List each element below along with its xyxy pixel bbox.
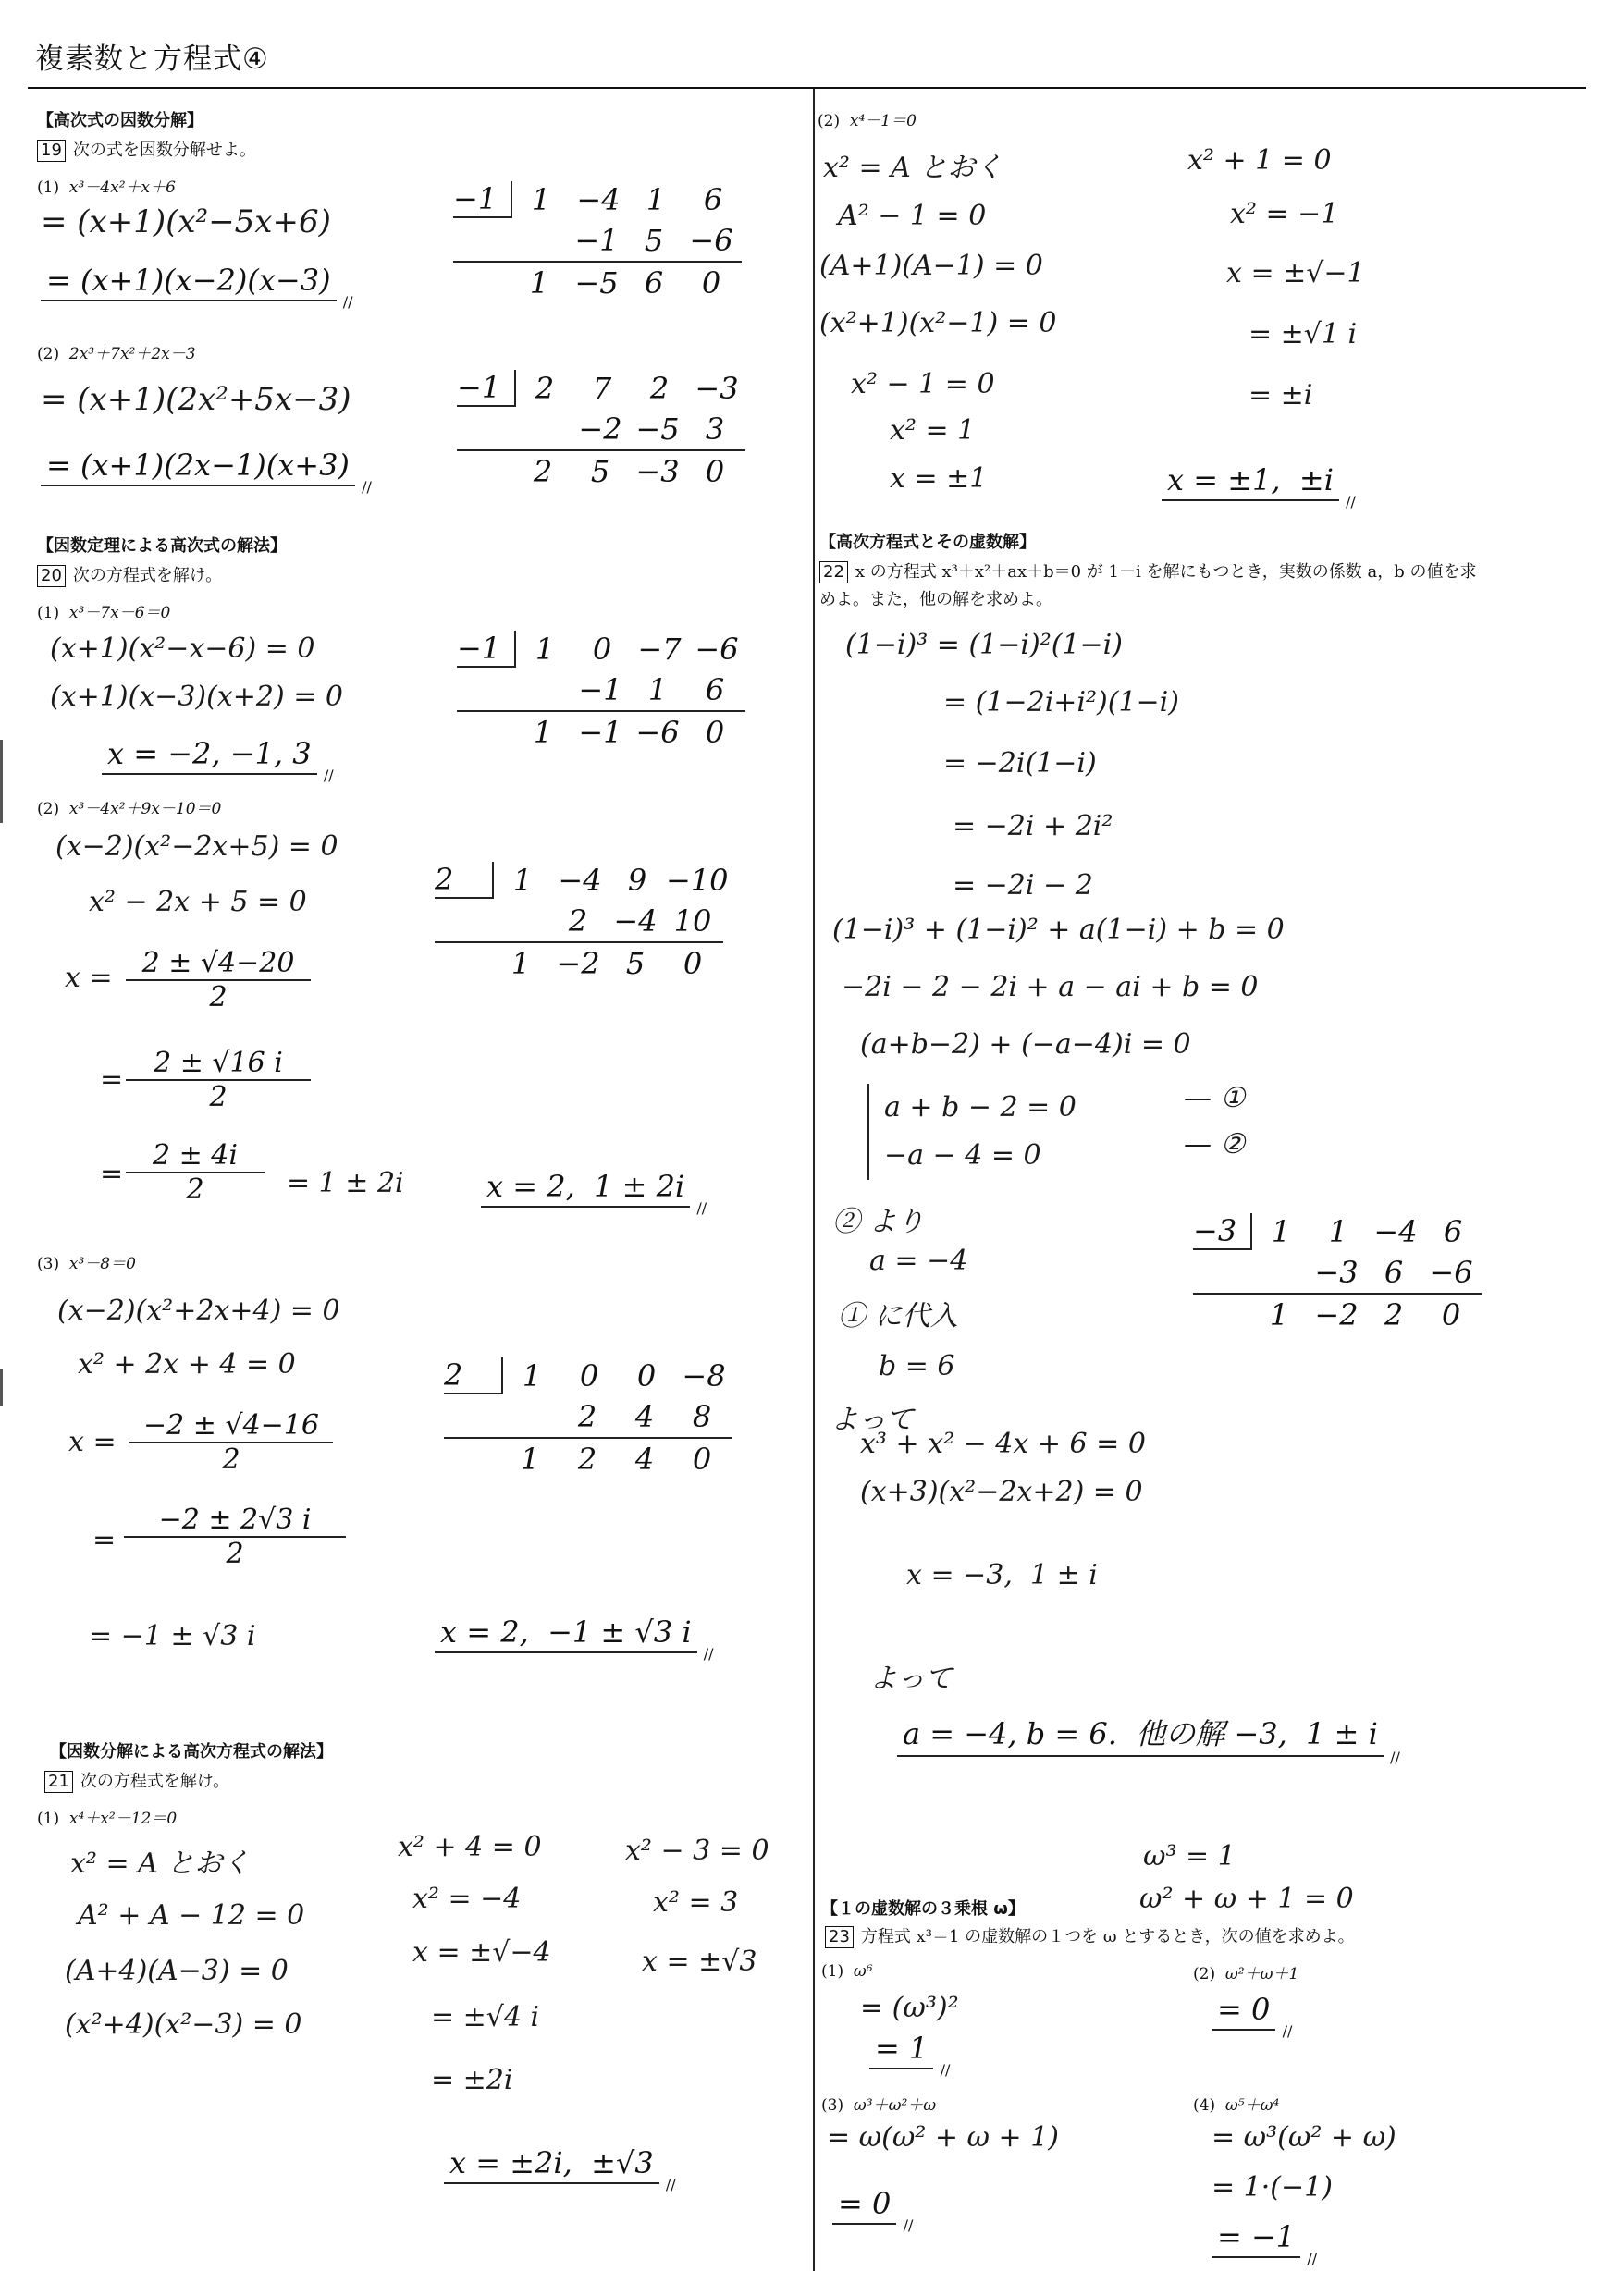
handwritten-answer: x = 2, −1 ± √3 i // <box>435 1615 697 1653</box>
handwritten-step: ω³ = 1 <box>1143 1840 1236 1872</box>
column-divider <box>813 89 815 2271</box>
handwritten-step: = −2i + 2i² <box>953 810 1113 842</box>
fraction: $\frac{-2 \pm 2√3 i}{2}$ <box>124 1504 346 1570</box>
handwritten-step: (x+1)(x²−x−6) = 0 <box>50 632 315 665</box>
handwritten-step: x = ±√−4 <box>412 1936 551 1969</box>
handwritten-step: ω² + ω + 1 = 0 <box>1139 1883 1354 1915</box>
section-heading: 【高次式の因数分解】 <box>37 111 203 130</box>
handwritten-step: x² = −1 <box>1230 198 1339 230</box>
handwritten-answer: a = −4, b = 6. 他の解 −3, 1 ± i // <box>897 1711 1384 1757</box>
handwritten-step: = ±i <box>1249 379 1313 411</box>
handwritten-step: x² = A とおく <box>70 1848 251 1880</box>
handwritten-step: (x²+1)(x²−1) = 0 <box>819 307 1057 339</box>
handwritten-step: = ω(ω² + ω + 1) <box>827 2121 1060 2154</box>
handwritten-step: b = 6 <box>879 1350 955 1382</box>
handwritten-step: x² − 3 = 0 <box>625 1835 769 1867</box>
subproblem-19-1: (1) x³－4x²＋x＋6 <box>37 178 176 197</box>
fraction: $\frac{2 \pm √4-20}{2}$ <box>126 947 311 1013</box>
question-19 <box>37 137 256 162</box>
handwritten-step: x² + 2x + 4 = 0 <box>78 1348 296 1381</box>
handwritten-step: x³ + x² − 4x + 6 = 0 <box>860 1428 1146 1460</box>
margin-mark <box>0 1369 3 1406</box>
header-rule <box>28 87 1586 89</box>
handwritten-step: A² − 1 = 0 <box>838 200 987 232</box>
synthetic-division: −1 2 7 2 −3 −2 −5 3 2 5 −3 0 <box>457 368 745 492</box>
x-equals: x = <box>68 1426 117 1458</box>
section-heading: 【因数分解による高次方程式の解法】 <box>50 1742 333 1762</box>
handwritten-step: (a+b−2) + (−a−4)i = 0 <box>860 1028 1191 1061</box>
handwritten-step: = 1·(−1) <box>1212 2171 1333 2204</box>
question-20: 20 次の方程式を解け。 <box>37 562 222 587</box>
equals: = <box>100 1158 124 1190</box>
handwritten-step: x² + 1 = 0 <box>1187 144 1332 177</box>
handwritten-step: a + b − 2 = 0 <box>884 1091 1077 1123</box>
synthetic-division: 2 1 0 0 −8 2 4 8 1 2 4 0 <box>444 1356 732 1480</box>
subproblem-20-2: (2) x³－4x²＋9x－10＝0 <box>37 800 222 818</box>
handwritten-answer: = −1 // <box>1212 2219 1300 2258</box>
handwritten-answer: = 1 // <box>869 2031 933 2069</box>
handwritten-step: = (ω³)² <box>860 1992 959 2024</box>
handwritten-step: a = −4 <box>869 1245 968 1277</box>
handwritten-step: = −1 ± √3 i <box>89 1620 256 1652</box>
handwritten-step: x = ±√−1 <box>1226 257 1365 289</box>
handwritten-step: ① に代入 <box>838 1300 958 1332</box>
fraction: $\frac{2 \pm 4i}{2}$ <box>126 1139 265 1206</box>
handwritten-step: = −2i − 2 <box>953 869 1093 902</box>
subproblem-23-3: (3) ω³＋ω²＋ω <box>821 2096 937 2115</box>
handwritten-step: = (x+1)(x²−5x+6) <box>41 203 331 240</box>
fraction: $\frac{-2 \pm √4-16}{2}$ <box>129 1409 333 1476</box>
page-title: 複素数と方程式④ <box>35 43 269 76</box>
handwritten-step: よって <box>830 1404 914 1436</box>
handwritten-step: = (x+1)(2x²+5x−3) <box>41 381 351 418</box>
handwritten-step: = ±√4 i <box>431 2001 540 2033</box>
handwritten-step: よって <box>869 1663 953 1695</box>
handwritten-step: = ±√1 i <box>1249 318 1358 350</box>
equals: = <box>92 1524 117 1556</box>
handwritten-step: x = ±1 <box>890 462 988 495</box>
question-22: 22 x の方程式 x³＋x²＋ax＋b＝0 が 1－i を解にもつとき，実数の係数 a，b の値を求 めよ。また，他の解を求めよ。 <box>819 562 1477 609</box>
handwritten-answer: = (x+1)(2x−1)(x+3) // <box>41 448 355 486</box>
handwritten-step: = ±2i <box>431 2064 513 2096</box>
handwritten-step: x² − 1 = 0 <box>851 368 995 400</box>
synthetic-division: −1 1 0 −7 −6 −1 1 6 1 −1 −6 0 <box>457 629 745 753</box>
handwritten-answer: x = 2, 1 ± 2i // <box>481 1169 690 1208</box>
section-heading: 【高次方程式とその虚数解】 <box>819 533 1036 552</box>
question-23: 23 方程式 x³＝1 の虚数解の１つを ω とするとき，次の値を求めよ。 <box>825 1923 1355 1948</box>
question-21: 21 次の方程式を解け。 <box>44 1768 229 1793</box>
handwritten-step: (x+1)(x−3)(x+2) = 0 <box>50 681 343 713</box>
subproblem-23-4: (4) ω⁵＋ω⁴ <box>1193 2096 1280 2115</box>
handwritten-step: (1−i)³ = (1−i)²(1−i) <box>845 629 1123 661</box>
handwritten-step: (x+3)(x²−2x+2) = 0 <box>860 1476 1143 1508</box>
section-heading: 【１の虚数解の３乗根 ω】 <box>821 1899 1025 1919</box>
handwritten-step: (1−i)³ + (1−i)² + a(1−i) + b = 0 <box>832 914 1285 946</box>
handwritten-step: (A+1)(A−1) = 0 <box>819 250 1043 282</box>
subproblem-23-2: (2) ω²＋ω＋1 <box>1193 1965 1299 1983</box>
synthetic-division: −1 1 −4 1 6 −1 5 −6 1 −5 6 0 <box>453 179 742 303</box>
handwritten-answer: x = ±1, ±i // <box>1162 462 1339 501</box>
question-number: 19 <box>37 140 66 162</box>
handwritten-step: x² + 4 = 0 <box>398 1831 542 1863</box>
handwritten-answer: = 0 // <box>1212 1992 1275 2031</box>
equation-marker: — ② <box>1184 1128 1246 1160</box>
margin-mark <box>0 740 3 823</box>
handwritten-answer: x = ±2i, ±√3 // <box>444 2145 659 2184</box>
subproblem-20-3: (3) x³－8＝0 <box>37 1255 136 1273</box>
equation-marker: — ① <box>1184 1082 1246 1114</box>
handwritten-answer: x = −2, −1, 3 // <box>102 736 317 775</box>
system-brace <box>867 1084 869 1180</box>
handwritten-answer: = 0 // <box>832 2186 896 2225</box>
handwritten-step: x = −3, 1 ± i <box>906 1559 1098 1591</box>
handwritten-step: A² + A − 12 = 0 <box>78 1899 305 1932</box>
handwritten-step: = 1 ± 2i <box>287 1167 404 1199</box>
handwritten-step: x² = A とおく <box>823 152 1003 184</box>
subproblem-20-1: (1) x³－7x－6＝0 <box>37 604 171 622</box>
handwritten-step: (x²+4)(x²−3) = 0 <box>65 2008 302 2041</box>
handwritten-step: = −2i(1−i) <box>943 747 1097 780</box>
handwritten-step: (x−2)(x²+2x+4) = 0 <box>57 1295 340 1327</box>
handwritten-step: x² = 3 <box>653 1886 739 1919</box>
handwritten-step: ② より <box>832 1206 925 1238</box>
handwritten-step: −a − 4 = 0 <box>884 1139 1041 1172</box>
handwritten-answer: = (x+1)(x−2)(x−3) // <box>41 263 337 301</box>
handwritten-step: (x−2)(x²−2x+5) = 0 <box>55 830 338 863</box>
section-heading: 【因数定理による高次式の解法】 <box>37 536 287 556</box>
handwritten-step: x = ±√3 <box>642 1946 757 1978</box>
handwritten-step: x² = −4 <box>412 1883 522 1915</box>
synthetic-division: 2 1 −4 9 −10 2 −4 10 1 −2 5 0 <box>435 860 723 984</box>
subproblem-23-1: (1) ω⁶ <box>821 1962 873 1981</box>
equals: = <box>100 1063 124 1096</box>
fraction: $\frac{2 \pm √16 i}{2}$ <box>126 1047 311 1113</box>
x-equals: x = <box>65 962 113 994</box>
handwritten-step: x² = 1 <box>890 414 976 447</box>
handwritten-step: x² − 2x + 5 = 0 <box>89 886 307 918</box>
subproblem-19-2: (2) 2x³＋7x²＋2x－3 <box>37 345 196 363</box>
subproblem-21-1: (1) x⁴＋x²－12＝0 <box>37 1810 178 1828</box>
question-text: 次の式を因数分解せよ。 <box>72 141 256 160</box>
subproblem-21-2: (2) x⁴－1＝0 <box>818 112 917 130</box>
handwritten-step: −2i − 2 − 2i + a − ai + b = 0 <box>842 971 1259 1003</box>
handwritten-step: (A+4)(A−3) = 0 <box>65 1955 289 1987</box>
handwritten-step: = (1−2i+i²)(1−i) <box>943 686 1179 718</box>
handwritten-step: = ω³(ω² + ω) <box>1212 2121 1396 2154</box>
synthetic-division: −3 1 1 −4 6 −3 6 −6 1 −2 2 0 <box>1193 1211 1482 1335</box>
